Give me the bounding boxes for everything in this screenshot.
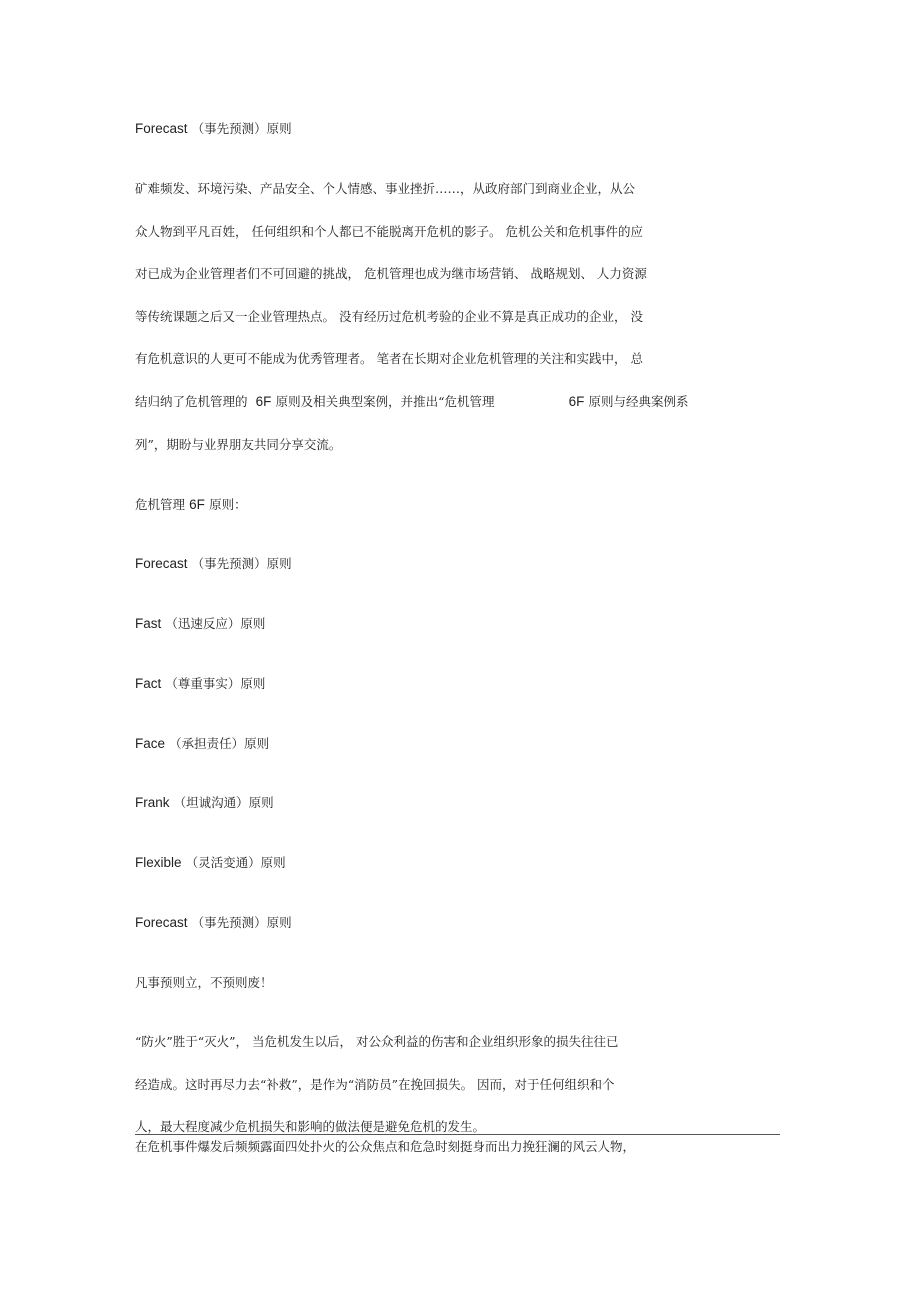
principle-forecast bbox=[135, 556, 292, 573]
section-heading-cn: （事先预测）原则 bbox=[191, 915, 292, 930]
intro-line-7: 列”，期盼与业界朋友共同分享交流。 bbox=[135, 437, 342, 452]
intro-line-1: 矿难频发、环境污染、产品安全、个人情感、事业挫折……，从政府部门到商业企业，从公 bbox=[135, 181, 636, 196]
body-line-1: “防火”胜于“灭火”， 当危机发生以后， 对公众利益的伤害和企业组织形象的损失往往已 bbox=[135, 1034, 619, 1049]
footer-line: 在危机事件爆发后频频露面四处扑火的公众焦点和危急时刻挺身而出力挽狂澜的风云人物， bbox=[135, 1139, 636, 1154]
principles-title-b: 6F bbox=[189, 497, 205, 512]
intro-line-6-d: 6F bbox=[568, 394, 585, 409]
intro-line-6 bbox=[135, 394, 689, 411]
intro-line-3: 对已成为企业管理者们不可回避的挑战， 危机管理也成为继市场营销、 战略规划、 人力资源 bbox=[135, 266, 647, 281]
principles-title bbox=[135, 497, 247, 514]
principles-title-a: 危机管理 bbox=[135, 497, 186, 512]
principle-cn: （事先预测）原则 bbox=[191, 556, 292, 571]
principle-frank bbox=[135, 795, 274, 812]
heading-en: Forecast bbox=[135, 121, 188, 136]
principles-title-c: 原则： bbox=[209, 497, 247, 512]
principle-en: Forecast bbox=[135, 556, 188, 571]
principle-cn: （迅速反应）原则 bbox=[165, 616, 266, 631]
principle-en: Fast bbox=[135, 616, 162, 631]
intro-line-6-c: 原则及相关典型案例，并推出“危机管理 bbox=[275, 394, 495, 409]
principle-en: Frank bbox=[135, 795, 170, 810]
principle-cn: （坦诚沟通）原则 bbox=[173, 795, 274, 810]
heading-cn: （事先预测）原则 bbox=[191, 121, 292, 136]
intro-line-6-e: 原则与经典案例系 bbox=[588, 394, 689, 409]
principle-fast bbox=[135, 616, 265, 633]
principle-en: Face bbox=[135, 736, 166, 751]
principle-cn: （承担责任）原则 bbox=[169, 736, 270, 751]
principle-en: Fact bbox=[135, 676, 162, 691]
body-line-3: 人，最大程度减少危机损失和影响的做法便是避免危机的发生。 bbox=[135, 1119, 486, 1134]
principle-fact bbox=[135, 676, 265, 693]
principle-cn: （灵活变通）原则 bbox=[185, 855, 286, 870]
intro-line-6-a: 结归纳了危机管理的 bbox=[135, 394, 248, 409]
intro-line-5: 有危机意识的人更可不能成为优秀管理者。 笔者在长期对企业危机管理的关注和实践中， 总 bbox=[135, 351, 643, 366]
section-heading-forecast bbox=[135, 915, 292, 932]
footer-divider bbox=[135, 1134, 780, 1135]
section-heading-en: Forecast bbox=[135, 915, 188, 930]
principle-cn: （尊重事实）原则 bbox=[165, 676, 266, 691]
heading-forecast-top bbox=[135, 121, 292, 138]
principle-flexible bbox=[135, 855, 286, 872]
motto: 凡事预则立，不预则废！ bbox=[135, 975, 273, 990]
intro-line-6-b: 6F bbox=[255, 394, 272, 409]
intro-line-4: 等传统课题之后又一企业管理热点。 没有经历过危机考验的企业不算是真正成功的企业， 没 bbox=[135, 309, 643, 324]
principle-face bbox=[135, 736, 269, 753]
intro-line-2: 众人物到平凡百姓， 任何组织和个人都已不能脱离开危机的影子。 危机公关和危机事件的应 bbox=[135, 224, 643, 239]
principle-en: Flexible bbox=[135, 855, 182, 870]
body-line-2: 经造成。这时再尽力去“补救”，是作为“消防员”在挽回损失。 因而，对于任何组织和个 bbox=[135, 1077, 615, 1092]
